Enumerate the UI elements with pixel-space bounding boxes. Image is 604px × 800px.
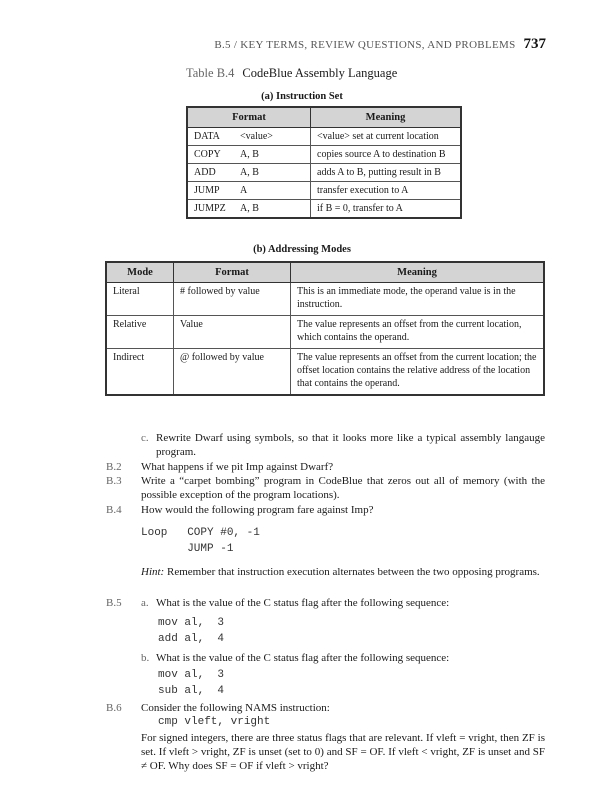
format-cell: # followed by value — [174, 283, 291, 316]
table-row — [187, 200, 461, 219]
operands: A — [240, 185, 248, 196]
meaning-cell: if B = 0, transfer to A — [311, 200, 462, 219]
problem-b5-number: B.5 — [106, 597, 122, 609]
instruction-set-table — [186, 106, 462, 219]
meaning-cell: The value represents an offset from the current location; the offset location contains the relative address of the location that contains the operand. — [291, 349, 545, 396]
problem-b4-text: How would the following program fare against Imp? — [141, 504, 374, 516]
problem-b5a-text: What is the value of the C status flag after the following sequence: — [156, 597, 450, 609]
meaning-cell: transfer execution to A — [311, 182, 462, 200]
problem-b4-number: B.4 — [106, 504, 122, 516]
opcode: ADD — [194, 167, 216, 178]
hint-label: Hint: — [141, 566, 165, 578]
hint-text: Remember that instruction execution alternates between the two opposing programs. — [166, 566, 540, 578]
problem-b2 — [106, 460, 545, 474]
code-line: add al, 4 — [158, 633, 225, 645]
running-title: B.5 / KEY TERMS, REVIEW QUESTIONS, AND PROBLEMS — [214, 39, 516, 51]
problem-b4 — [106, 503, 545, 517]
problem-b3-text: Write a “carpet bombing” program in CodeBlue that zeros out all of memory (with the possible exception of the program locations). — [141, 475, 545, 501]
problem-b5 — [106, 596, 545, 610]
format-cell — [187, 200, 311, 219]
format-cell — [187, 164, 311, 182]
operands: A, B — [240, 203, 259, 214]
opcode: DATA — [194, 131, 220, 142]
problem-c-label: c. — [141, 432, 149, 444]
problem-c-text: Rewrite Dwarf using symbols, so that it looks more like a typical assembly langauge program. — [156, 432, 545, 458]
code-line: sub al, 4 — [158, 685, 225, 697]
mode-cell: Literal — [106, 283, 174, 316]
code-line: mov al, 3 — [158, 617, 225, 629]
meaning-cell: copies source A to destination B — [311, 146, 462, 164]
mode-cell: Indirect — [106, 349, 174, 396]
problem-b5b — [112, 651, 545, 665]
addressing-modes-subtitle: (b) Addressing Modes — [253, 244, 351, 255]
meaning-cell: The value represents an offset from the current location, which contains the operand. — [291, 316, 545, 349]
running-head — [214, 36, 546, 53]
hint — [141, 565, 545, 579]
format-cell — [187, 146, 311, 164]
opcode: COPY — [194, 149, 221, 160]
code-line: Loop COPY #0, -1 — [141, 527, 260, 539]
code-line: mov al, 3 — [158, 669, 225, 681]
table-caption — [186, 66, 397, 81]
problem-b5b-label: b. — [141, 652, 150, 664]
problem-b5a-label: a. — [141, 597, 149, 609]
table-row — [187, 128, 461, 146]
table-row — [106, 316, 544, 349]
problem-b2-number: B.2 — [106, 461, 122, 473]
problem-b5b-text: What is the value of the C status flag after the following sequence: — [156, 652, 450, 664]
table-row — [187, 182, 461, 200]
page-number: 737 — [523, 36, 546, 52]
table-row — [106, 349, 544, 396]
instruction-set-subtitle: (a) Instruction Set — [261, 91, 343, 102]
code-line: JUMP -1 — [141, 543, 234, 555]
header-format: Format — [187, 107, 311, 128]
mode-cell: Relative — [106, 316, 174, 349]
opcode: JUMPZ — [194, 203, 226, 214]
format-cell: Value — [174, 316, 291, 349]
table-row — [187, 146, 461, 164]
meaning-cell: adds A to B, putting result in B — [311, 164, 462, 182]
meaning-cell: This is an immediate mode, the operand value is in the instruction. — [291, 283, 545, 316]
problem-c — [112, 431, 545, 459]
table-row — [187, 164, 461, 182]
format-cell: @ followed by value — [174, 349, 291, 396]
problem-b3-number: B.3 — [106, 475, 122, 487]
b6-code: cmp vleft, vright — [158, 716, 271, 728]
b4-code — [141, 525, 260, 557]
table-title: CodeBlue Assembly Language — [242, 66, 398, 80]
table-row — [106, 283, 544, 316]
problem-b2-text: What happens if we pit Imp against Dwarf? — [141, 461, 334, 473]
addressing-modes-table — [105, 261, 545, 396]
header-meaning: Meaning — [291, 262, 545, 283]
operands: A, B — [240, 167, 259, 178]
operands: A, B — [240, 149, 259, 160]
problem-b6 — [106, 701, 545, 715]
table-label: Table B.4 — [186, 66, 235, 80]
problem-b3 — [106, 474, 545, 502]
b6-paragraph: For signed integers, there are three status flags that are relevant. If vleft = vright, then ZF is set. If vleft > vright, ZF is unset (set to 0) and SF = OF. If vleft < vright, ZF is unset and SF ≠ OF. Why does SF = OF if vleft > vright? — [141, 732, 545, 772]
problem-b6-text: Consider the following NAMS instruction: — [141, 702, 330, 714]
problem-b6-number: B.6 — [106, 702, 122, 714]
b5a-code — [158, 615, 224, 647]
format-cell — [187, 128, 311, 146]
b5b-code — [158, 667, 224, 699]
opcode: JUMP — [194, 185, 220, 196]
operands: <value> — [240, 131, 273, 142]
header-meaning: Meaning — [311, 107, 462, 128]
header-mode: Mode — [106, 262, 174, 283]
format-cell — [187, 182, 311, 200]
header-format: Format — [174, 262, 291, 283]
meaning-cell: <value> set at current location — [311, 128, 462, 146]
